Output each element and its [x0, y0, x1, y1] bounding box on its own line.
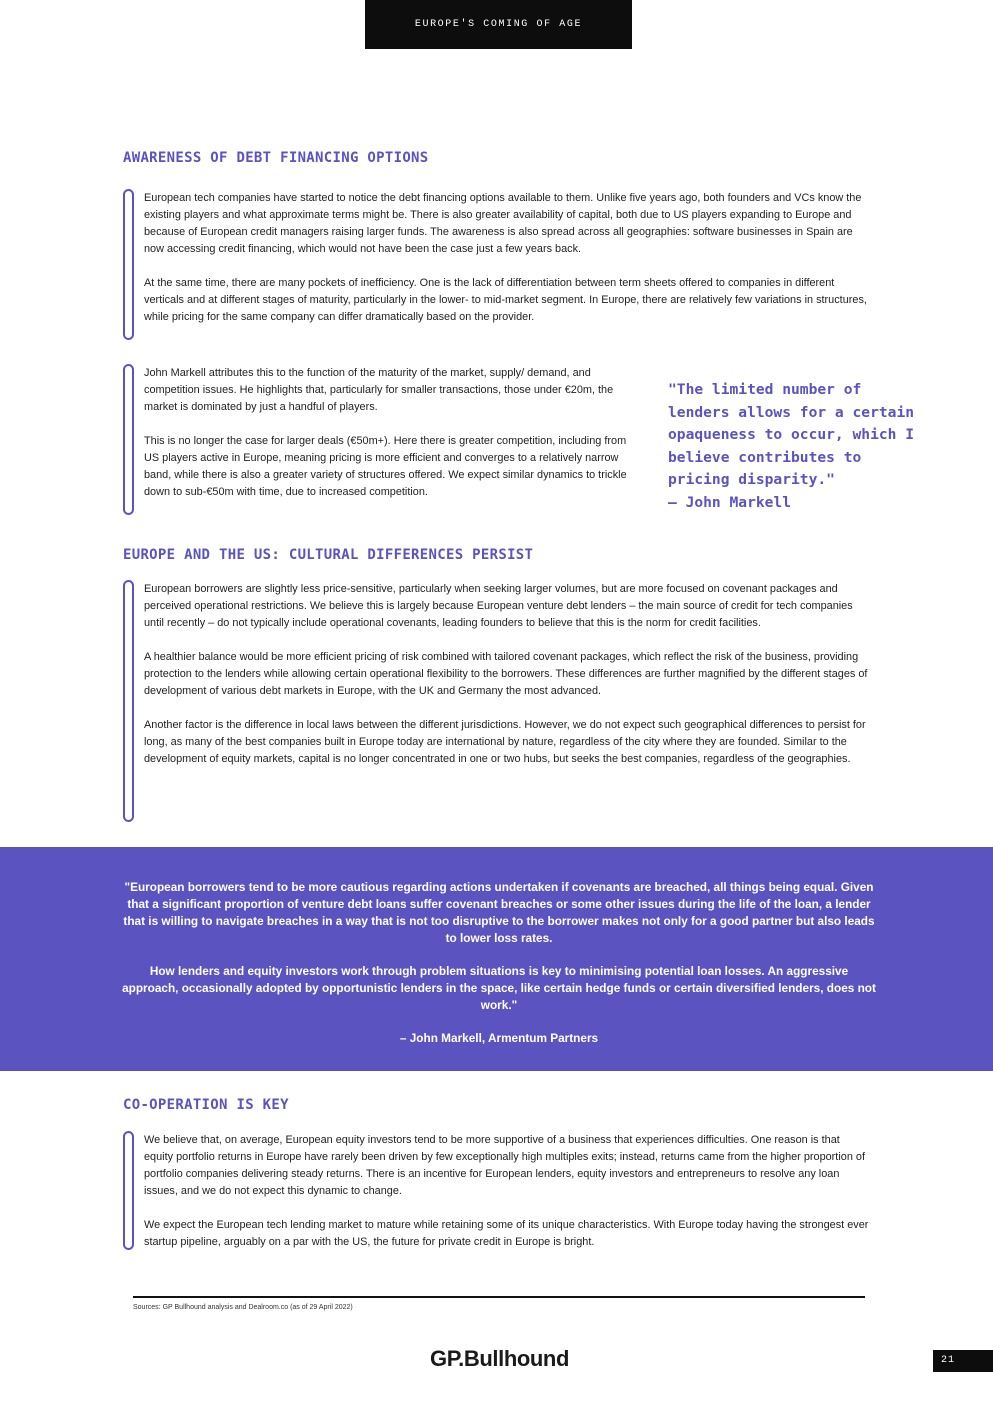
pull-quote: [668, 379, 918, 514]
cooperation-text: [144, 1132, 869, 1251]
banner-quote-paragraph: "European borrowers tend to be more cautious regarding actions undertaken if covenants are breached, all things being equal. Given that a significant proportion of venture debt loans suffer covenant breaches or some other issues during the life of the loan, a lender that is willing to navigate breaches in a way that is not too disruptive to the borrower makes not only for a good partner but also leads to lower loss rates.: [123, 880, 875, 945]
banner-quote: [122, 879, 876, 1047]
section-heading-cultural: EUROPE AND THE US: CULTURAL DIFFERENCES PERSIST: [123, 547, 534, 563]
pull-quote-attribution: – John Markell: [668, 493, 792, 511]
paragraph: Another factor is the difference in local laws between the different jurisdictions. However, we do not expect such geographical differences to persist for long, as many of the best companies built in Europe today are international by nature, regardless of the city where they are founded. Similar to the development of equity markets, capital is no longer concentrated in one or two hubs, but seeks the best companies, regardless of the geographies.: [144, 719, 866, 765]
paragraph: European borrowers are slightly less price-sensitive, particularly when seeking larger volumes, but are more focused on covenant packages and perceived operational restrictions. We believe this is largely because European venture debt lenders – the main source of credit for tech companies until recently – do not typically include operational covenants, leading founders to believe that this is the norm for credit facilities.: [144, 583, 853, 629]
section-tab: EUROPE'S COMING OF AGE: [365, 0, 632, 49]
markell-text: [144, 365, 630, 501]
banner-quote-attribution: – John Markell, Armentum Partners: [399, 1031, 599, 1045]
page-number: 21: [933, 1350, 993, 1372]
paragraph: John Markell attributes this to the function of the maturity of the market, supply/ demand, and competition issues. He highlights that, particularly for smaller transactions, those under €20m, the market is dominated by just a handful of players.: [144, 367, 614, 413]
paragraph: We believe that, on average, European equity investors tend to be more supportive of a business that experiences difficulties. One reason is that equity portfolio returns in Europe have rarely been driven by few exceptionally high multiples exits; instead, returns came from the higher proportion of portfolio companies delivering steady returns. There is an incentive for European lenders, equity investors and entrepreneurs to resolve any loan issues, and we do not expect this dynamic to change.: [144, 1134, 865, 1197]
cultural-text: [144, 581, 869, 768]
company-logo: GP.Bullhound: [430, 1346, 570, 1371]
awareness-text: [144, 190, 869, 326]
sources-note: Sources: GP Bullhound analysis and Dealroom.co (as of 29 April 2022): [133, 1304, 353, 1311]
accent-bracket: [123, 364, 134, 515]
sources-divider: [133, 1296, 865, 1298]
section-heading-cooperation: CO-OPERATION IS KEY: [123, 1097, 289, 1113]
quote-banner: [0, 847, 993, 1071]
accent-bracket: [123, 189, 134, 340]
accent-bracket: [123, 1131, 134, 1250]
paragraph: We expect the European tech lending market to mature while retaining some of its unique characteristics. With Europe today having the strongest ever startup pipeline, arguably on a par with the US, the future for private credit in Europe is bright.: [144, 1219, 869, 1248]
paragraph: European tech companies have started to notice the debt financing options available to them. Unlike five years ago, both founders and VCs know the existing players and what approximate terms might be. There is also greater availability of capital, both due to US players expanding to Europe and because of European credit managers raising larger funds. The awareness is also spread across all geographies: software businesses in Spain are now accessing credit financing, which would not have been the case just a few years back.: [144, 192, 862, 255]
accent-bracket: [123, 580, 134, 822]
paragraph: This is no longer the case for larger deals (€50m+). Here there is greater competition, including from US players active in Europe, meaning pricing is more efficient and converges to a relatively narrow band, while there is also a greater variety of structures offered. We expect similar dynamics to trickle down to sub-€50m with time, due to increased competition.: [144, 435, 627, 498]
banner-quote-paragraph: How lenders and equity investors work through problem situations is key to minimising potential loan losses. An aggressive approach, occasionally adopted by opportunistic lenders in the space, like certain hedge funds or certain diversified lenders, does not work.": [122, 964, 876, 1012]
paragraph: At the same time, there are many pockets of inefficiency. One is the lack of differentiation between term sheets offered to companies in different verticals and at different stages of maturity, particularly in the lower- to mid-market segment. In Europe, there are relatively few variations in structures, while pricing for the same company can differ dramatically based on the provider.: [144, 277, 867, 323]
pull-quote-text: "The limited number of lenders allows for a certain opaqueness to occur, which I believe contributes to pricing disparity.": [668, 381, 915, 488]
section-heading-awareness: AWARENESS OF DEBT FINANCING OPTIONS: [123, 150, 429, 166]
paragraph: A healthier balance would be more efficient pricing of risk combined with tailored covenant packages, which reflect the risk of the business, providing protection to the lenders while allowing certain operational flexibility to the borrowers. These differences are further magnified by the different stages of development of various debt markets in Europe, with the UK and Germany the most advanced.: [144, 651, 868, 697]
